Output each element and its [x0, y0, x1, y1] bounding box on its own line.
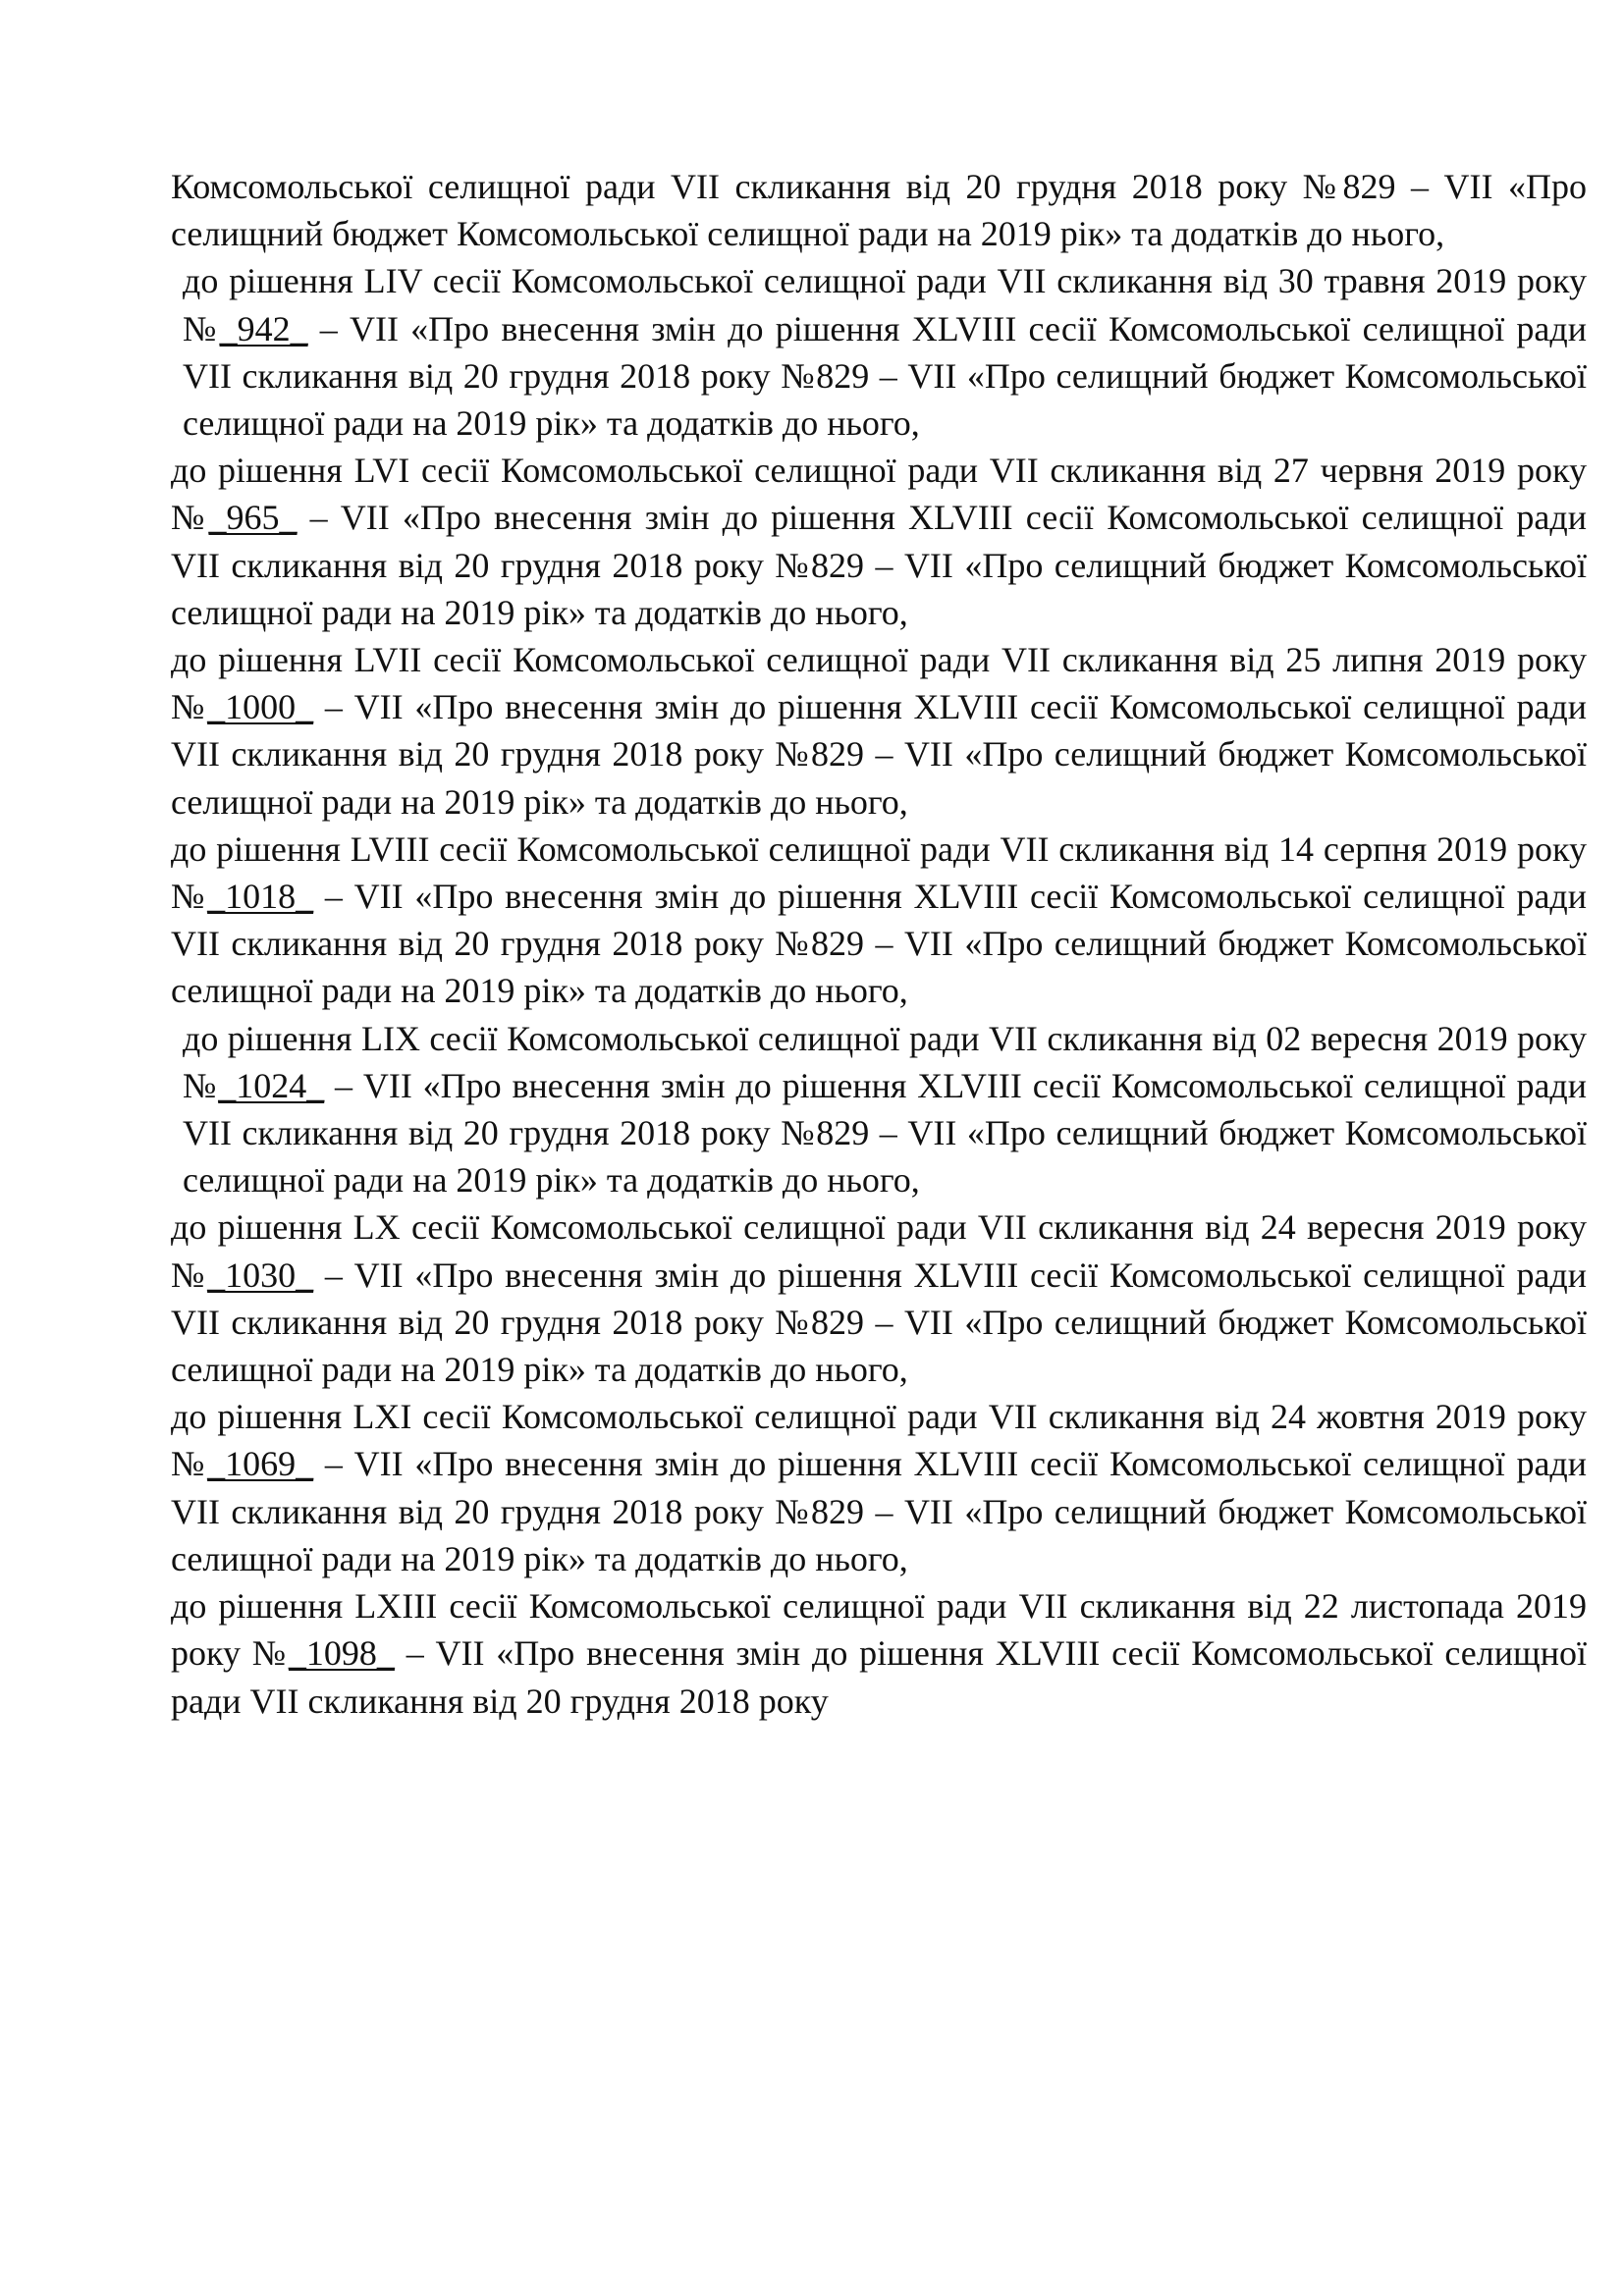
decision-text-suffix: – VII «Про внесення змін до рішення XLVIII сесії Комсомольської селищної ради VII скликання від 20 грудня 2018 року №829 – VII «Про селищний бюджет Комсомольської селищної ради на 2019 рік» та додатків до нього,	[171, 687, 1588, 822]
decision-number: _942_	[219, 308, 308, 348]
decision-text-suffix: – VII «Про внесення змін до рішення XLVIII сесії Комсомольської селищної ради VII скликання від 20 грудня 2018 року №829 – VII «Про селищний бюджет Комсомольської селищної ради на 2019 рік» та додатків до нього,	[171, 877, 1588, 1011]
decision-paragraph	[171, 826, 1587, 1015]
decision-text-prefix: до рішення LVII сесії Комсомольської селищної ради VII скликання від 25 липня 2019 року №	[171, 640, 1587, 727]
lead-paragraph: Комсомольської селищної ради VII скликання від 20 грудня 2018 року №829 – VII «Про селищний бюджет Комсомольської селищної ради на 2019 рік» та додатків до нього,	[171, 167, 1587, 254]
decision-text-prefix: до рішення LX сесії Комсомольської селищної ради VII скликання від 24 вересня 2019 року №	[171, 1207, 1587, 1295]
decision-text-prefix: до рішення LXI сесії Комсомольської селищної ради VII скликання від 24 жовтня 2019 року №	[171, 1397, 1587, 1484]
decision-text-suffix: – VII «Про внесення змін до рішення XLVIII сесії Комсомольської селищної ради VII скликання від 20 грудня 2018 року №829 – VII «Про селищний бюджет Комсомольської селищної ради на 2019 рік» та додатків до нього,	[183, 308, 1587, 444]
decision-paragraph	[171, 1393, 1587, 1582]
document-page	[171, 163, 1587, 1725]
decision-number: _965_	[208, 498, 298, 538]
decision-number: _1018_	[207, 877, 314, 917]
decision-text-prefix: до рішення LVI сесії Комсомольської селищної ради VII скликання від 27 червня 2019 року №	[171, 451, 1587, 538]
decision-text-suffix: – VII «Про внесення змін до рішення XLVIII сесії Комсомольської селищної ради VII скликання від 20 грудня 2018 року №829 – VII «Про селищний бюджет Комсомольської селищної ради на 2019 рік» та додатків до нього,	[171, 1255, 1588, 1390]
decision-paragraph	[171, 1582, 1587, 1725]
decision-text-suffix: – VII «Про внесення змін до рішення XLVIII сесії Комсомольської селищної ради VII скликання від 20 грудня 2018 року	[171, 1633, 1588, 1721]
decision-text-prefix: до рішення LIV сесії Комсомольської селищної ради VII скликання від 30 травня 2019 року №	[183, 261, 1587, 348]
decision-paragraph	[171, 257, 1587, 447]
decision-text-suffix: – VII «Про внесення змін до рішення XLVIII сесії Комсомольської селищної ради VII скликання від 20 грудня 2018 року №829 – VII «Про селищний бюджет Комсомольської селищної ради на 2019 рік» та додатків до нього,	[183, 1065, 1588, 1201]
decision-number: _1000_	[207, 687, 314, 727]
decision-number: _1024_	[218, 1065, 325, 1105]
decision-text-suffix: – VII «Про внесення змін до рішення XLVIII сесії Комсомольської селищної ради VII скликання від 20 грудня 2018 року №829 – VII «Про селищний бюджет Комсомольської селищної ради на 2019 рік» та додатків до нього,	[171, 1444, 1588, 1578]
decision-number: _1098_	[288, 1633, 395, 1674]
decision-paragraph	[171, 447, 1587, 636]
decision-paragraph	[171, 636, 1587, 826]
decision-number: _1030_	[207, 1255, 314, 1295]
decision-number: _1069_	[207, 1444, 314, 1484]
decision-text-suffix: – VII «Про внесення змін до рішення XLVIII сесії Комсомольської селищної ради VII скликання від 20 грудня 2018 року №829 – VII «Про селищний бюджет Комсомольської селищної ради на 2019 рік» та додатків до нього,	[171, 498, 1587, 632]
decision-text-prefix: до рішення LIX сесії Комсомольської селищної ради VII скликання від 02 вересня 2019 року №	[183, 1018, 1587, 1105]
decision-paragraph	[171, 1015, 1587, 1204]
decision-text-prefix: до рішення LXIII сесії Комсомольської селищної ради VII скликання від 22 листопада 2019 року №	[171, 1586, 1587, 1674]
decision-paragraph	[171, 1203, 1587, 1393]
decision-text-prefix: до рішення LVIII сесії Комсомольської селищної ради VII скликання від 14 серпня 2019 року №	[171, 828, 1587, 917]
